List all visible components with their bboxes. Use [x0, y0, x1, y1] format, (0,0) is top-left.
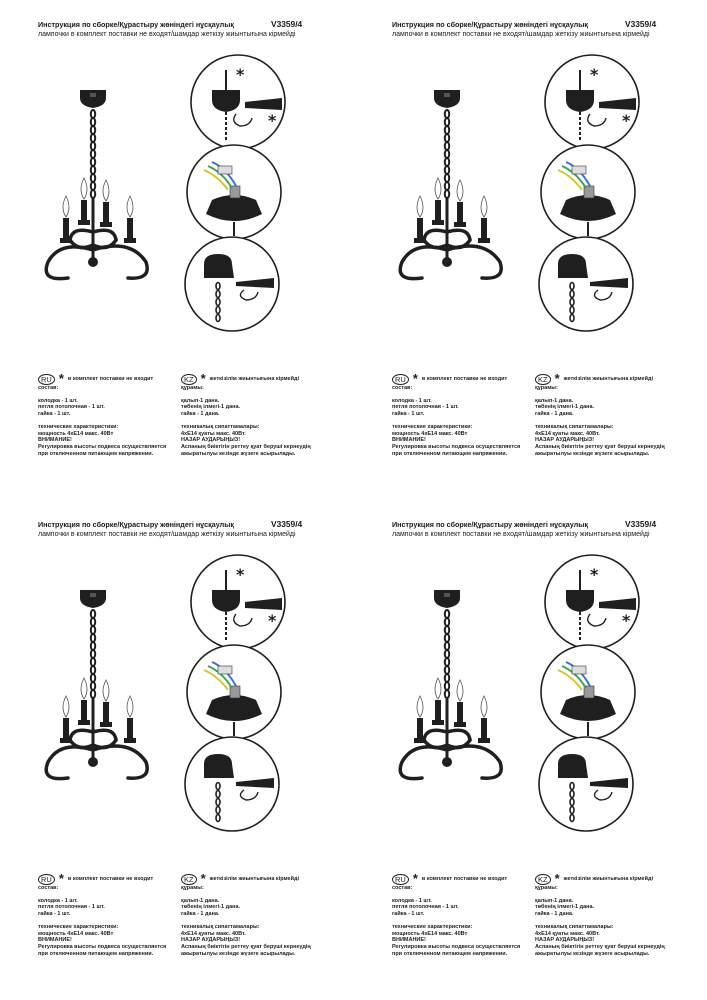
kz-badge: KZ	[181, 874, 197, 885]
kz-specs-title: техникалық сипаттамалары:	[535, 923, 614, 930]
svg-text:*: *	[590, 65, 599, 84]
kz-warning-text: ажыратылуы кезінде жүзеге асырылады.	[181, 950, 296, 957]
ru-badge: RU	[392, 374, 409, 385]
kz-item: қалып-1 дана.	[181, 897, 220, 904]
asterisk-icon: *	[58, 871, 64, 887]
ru-power: мощность 4xE14 макс. 40Вт	[38, 930, 114, 937]
asterisk-icon: *	[554, 371, 560, 387]
kz-power: 4xE14 қуаты макс. 40Вт.	[535, 930, 600, 937]
ru-star-note: в комплект поставки не входит	[421, 876, 508, 883]
kz-badge: KZ	[181, 374, 197, 385]
ru-info-block	[38, 371, 167, 457]
ru-warning-text: Регулировка высоты подвеса осуществляется	[38, 943, 167, 950]
header-subtitle: лампочки в комплект поставки не входят/шамдар жеткізу жиынтығына кірмейді	[392, 31, 650, 38]
chandelier-illustration	[0, 500, 353, 860]
asterisk-icon: *	[58, 371, 64, 387]
asterisk-icon: *	[554, 871, 560, 887]
kz-item: қалып-1 дана.	[181, 397, 220, 404]
instruction-sheet-4	[354, 500, 707, 1000]
kz-power: 4xE14 қуаты макс. 40Вт.	[181, 430, 246, 437]
instruction-sheet-1	[0, 0, 353, 500]
header-title: Инструкция по сборке/Құрастыру жөніндегі нұсқаулық	[38, 520, 234, 529]
kz-star-note: жеткізілім жиынтығына кірмейді	[563, 876, 654, 883]
kz-item: гайка - 1 дана.	[535, 911, 574, 918]
ru-star-note: в комплект поставки не входит	[67, 876, 154, 883]
ru-info-block	[392, 371, 521, 457]
ru-specs-title: технические характеристики:	[392, 923, 473, 930]
kz-info-block	[535, 871, 665, 957]
kz-power: 4xE14 қуаты макс. 40Вт.	[181, 930, 246, 937]
kz-warning-title: НАЗАР АУДАРЫҢЫЗ!	[181, 437, 241, 444]
kz-composition-title: құрамы:	[535, 385, 558, 391]
header-subtitle: лампочки в комплект поставки не входят/шамдар жеткізу жиынтығына кірмейді	[38, 31, 296, 38]
kz-warning-text: Аспаның биіктігін реттеу қуат беруші кернеудің	[181, 943, 311, 950]
header-model: V3359/4	[625, 519, 657, 529]
ru-item: петля потолочная - 1 шт.	[38, 904, 105, 911]
header-model: V3359/4	[271, 19, 303, 29]
kz-warning-title: НАЗАР АУДАРЫҢЫЗ!	[535, 437, 595, 444]
kz-star-note: жеткізілім жиынтығына кірмейді	[209, 876, 300, 883]
ru-warning-title: ВНИМАНИЕ!	[392, 437, 426, 444]
ru-item: петля потолочная - 1 шт.	[38, 404, 105, 411]
header-model: V3359/4	[625, 19, 657, 29]
ru-star-note: в комплект поставки не входит	[67, 376, 154, 383]
kz-warning-text: ажыратылуы кезінде жүзеге асырылады.	[181, 450, 296, 457]
ru-item: гайка - 1 шт.	[392, 411, 425, 418]
kz-composition-title: құрамы:	[181, 885, 204, 891]
ru-warning-title: ВНИМАНИЕ!	[392, 937, 426, 944]
ru-item: колодка - 1 шт.	[392, 397, 432, 404]
ru-composition-title: состав:	[392, 885, 413, 891]
header-title: Инструкция по сборке/Құрастыру жөніндегі нұсқаулық	[392, 20, 588, 29]
ru-warning-text: при отключенном питающем напряжении.	[392, 950, 508, 957]
kz-item: төбенің ілмегі-1 дана.	[535, 404, 595, 411]
ru-item: гайка - 1 шт.	[38, 911, 71, 918]
asterisk-icon: *	[200, 371, 206, 387]
kz-specs-title: техникалық сипаттамалары:	[535, 423, 614, 430]
ru-item: гайка - 1 шт.	[392, 911, 425, 918]
ru-warning-text: при отключенном питающем напряжении.	[392, 450, 508, 457]
ru-item: петля потолочная - 1 шт.	[392, 404, 459, 411]
ru-warning-text: Регулировка высоты подвеса осуществляется	[392, 443, 521, 450]
kz-star-note: жеткізілім жиынтығына кірмейді	[563, 376, 654, 383]
ru-specs-title: технические характеристики:	[38, 423, 119, 430]
ru-power: мощность 4xE14 макс. 40Вт	[38, 430, 114, 437]
ru-info-block	[392, 871, 521, 957]
ru-warning-title: ВНИМАНИЕ!	[38, 937, 72, 944]
header-subtitle: лампочки в комплект поставки не входят/шамдар жеткізу жиынтығына кірмейді	[392, 531, 650, 538]
kz-info-block	[181, 871, 311, 957]
kz-item: қалып-1 дана.	[535, 897, 574, 904]
kz-warning-text: Аспаның биіктігін реттеу қуат беруші кернеудің	[181, 443, 311, 450]
ru-item: колодка - 1 шт.	[38, 897, 78, 904]
ru-warning-title: ВНИМАНИЕ!	[38, 437, 72, 444]
ru-warning-text: Регулировка высоты подвеса осуществляется	[38, 443, 167, 450]
ru-info-block	[38, 871, 167, 957]
kz-specs-title: техникалық сипаттамалары:	[181, 423, 260, 430]
kz-info-block	[181, 371, 311, 457]
ru-badge: RU	[38, 374, 55, 385]
ru-warning-text: Регулировка высоты подвеса осуществляется	[392, 943, 521, 950]
kz-info-block	[535, 371, 665, 457]
ru-star-note: в комплект поставки не входит	[421, 376, 508, 383]
kz-warning-text: Аспаның биіктігін реттеу қуат беруші кернеудің	[535, 443, 665, 450]
ru-badge: RU	[392, 874, 409, 885]
ru-composition-title: состав:	[38, 385, 59, 391]
header-subtitle: лампочки в комплект поставки не входят/шамдар жеткізу жиынтығына кірмейді	[38, 531, 296, 538]
kz-warning-title: НАЗАР АУДАРЫҢЫЗ!	[181, 937, 241, 944]
kz-item: гайка - 1 дана.	[535, 411, 574, 418]
ru-item: гайка - 1 шт.	[38, 411, 71, 418]
kz-warning-title: НАЗАР АУДАРЫҢЫЗ!	[535, 937, 595, 944]
ru-composition-title: состав:	[38, 885, 59, 891]
header-model: V3359/4	[271, 519, 303, 529]
kz-item: гайка - 1 дана.	[181, 411, 220, 418]
kz-badge: KZ	[535, 374, 551, 385]
chandelier-illustration	[0, 0, 353, 360]
svg-text:*: *	[236, 565, 245, 584]
instruction-sheet-3	[0, 500, 353, 1000]
chandelier-illustration	[354, 500, 707, 860]
ru-item: колодка - 1 шт.	[38, 397, 78, 404]
instruction-sheet-2	[354, 0, 707, 500]
kz-item: төбенің ілмегі-1 дана.	[181, 904, 241, 911]
kz-item: гайка - 1 дана.	[181, 911, 220, 918]
kz-item: төбенің ілмегі-1 дана.	[181, 404, 241, 411]
kz-composition-title: құрамы:	[181, 385, 204, 391]
kz-star-note: жеткізілім жиынтығына кірмейді	[209, 376, 300, 383]
svg-text:*: *	[590, 565, 599, 584]
ru-power: мощность 4xE14 макс. 40Вт	[392, 430, 468, 437]
asterisk-icon: *	[412, 871, 418, 887]
ru-badge: RU	[38, 874, 55, 885]
header-title: Инструкция по сборке/Құрастыру жөніндегі нұсқаулық	[38, 20, 234, 29]
kz-specs-title: техникалық сипаттамалары:	[181, 923, 260, 930]
kz-power: 4xE14 қуаты макс. 40Вт.	[535, 430, 600, 437]
kz-warning-text: ажыратылуы кезінде жүзеге асырылады.	[535, 450, 650, 457]
ru-item: петля потолочная - 1 шт.	[392, 904, 459, 911]
svg-text:*: *	[268, 111, 277, 130]
ru-composition-title: состав:	[392, 385, 413, 391]
asterisk-icon: *	[200, 871, 206, 887]
chandelier-illustration	[354, 0, 707, 360]
ru-warning-text: при отключенном питающем напряжении.	[38, 450, 154, 457]
ru-warning-text: при отключенном питающем напряжении.	[38, 950, 154, 957]
kz-warning-text: ажыратылуы кезінде жүзеге асырылады.	[535, 950, 650, 957]
ru-specs-title: технические характеристики:	[38, 923, 119, 930]
kz-composition-title: құрамы:	[535, 885, 558, 891]
svg-text:*: *	[236, 65, 245, 84]
kz-warning-text: Аспаның биіктігін реттеу қуат беруші кернеудің	[535, 943, 665, 950]
header-title: Инструкция по сборке/Құрастыру жөніндегі нұсқаулық	[392, 520, 588, 529]
ru-item: колодка - 1 шт.	[392, 897, 432, 904]
svg-text:*: *	[622, 111, 631, 130]
asterisk-icon: *	[412, 371, 418, 387]
kz-item: қалып-1 дана.	[535, 397, 574, 404]
svg-text:*: *	[622, 611, 631, 630]
ru-power: мощность 4xE14 макс. 40Вт	[392, 930, 468, 937]
svg-text:*: *	[268, 611, 277, 630]
kz-item: төбенің ілмегі-1 дана.	[535, 904, 595, 911]
ru-specs-title: технические характеристики:	[392, 423, 473, 430]
kz-badge: KZ	[535, 874, 551, 885]
